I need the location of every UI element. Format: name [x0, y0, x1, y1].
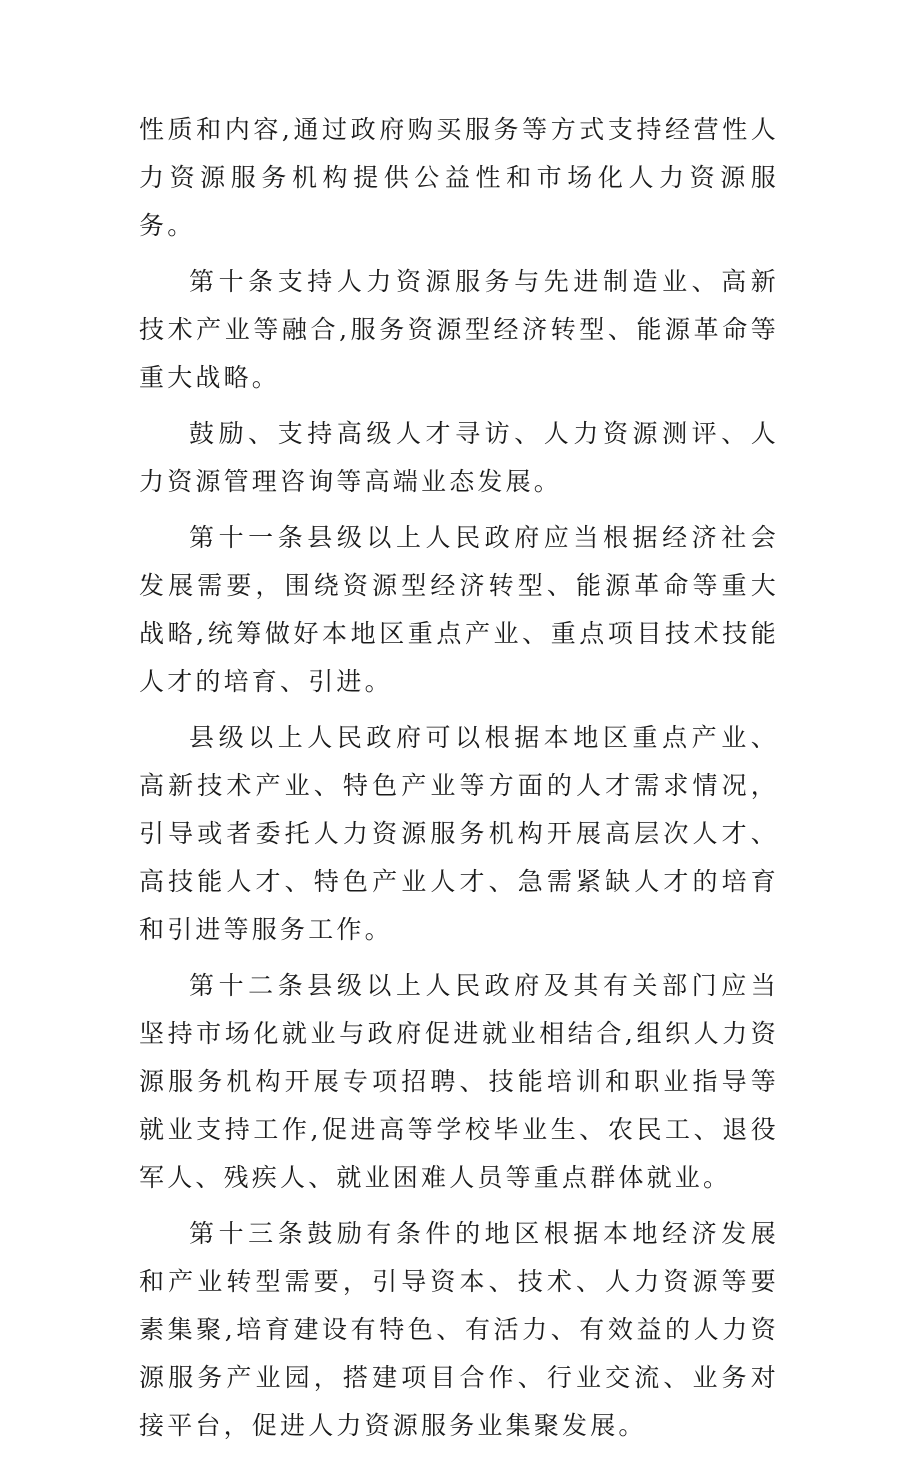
- paragraph-article-10: 第十条支持人力资源服务与先进制造业、高新技术产业等融合,服务资源型经济转型、能源革命等重大战略。: [139, 267, 779, 392]
- paragraph-article-13: 第十三条鼓励有条件的地区根据本地经济发展和产业转型需要，引导资本、技术、人力资源等要素集聚,培育建设有特色、有活力、有效益的人力资源服务产业园，搭建项目合作、行业交流、业务对接平台，促进人力资源服务业集聚发展。: [139, 1219, 779, 1440]
- paragraph-article-12: 第十二条县级以上人民政府及其有关部门应当坚持市场化就业与政府促进就业相结合,组织人力资源服务机构开展专项招聘、技能培训和职业指导等就业支持工作,促进高等学校毕业生、农民工、退役军人、残疾人、就业困难人员等重点群体就业。: [139, 971, 779, 1192]
- paragraph-article-11-county: 县级以上人民政府可以根据本地区重点产业、高新技术产业、特色产业等方面的人才需求情况，引导或者委托人力资源服务机构开展高层次人才、高技能人才、特色产业人才、急需紧缺人才的培育和引进等服务工作。: [139, 723, 779, 944]
- paragraph-article-11: 第十一条县级以上人民政府应当根据经济社会发展需要，围绕资源型经济转型、能源革命等重大战略,统筹做好本地区重点产业、重点项目技术技能人才的培育、引进。: [139, 523, 779, 696]
- paragraph-article-10-encourage: 鼓励、支持高级人才寻访、人力资源测评、人力资源管理咨询等高端业态发展。: [139, 419, 779, 496]
- paragraph-continued: 性质和内容,通过政府购买服务等方式支持经营性人力资源服务机构提供公益性和市场化人力资源服务。: [139, 115, 779, 240]
- document-body: [139, 106, 779, 1458]
